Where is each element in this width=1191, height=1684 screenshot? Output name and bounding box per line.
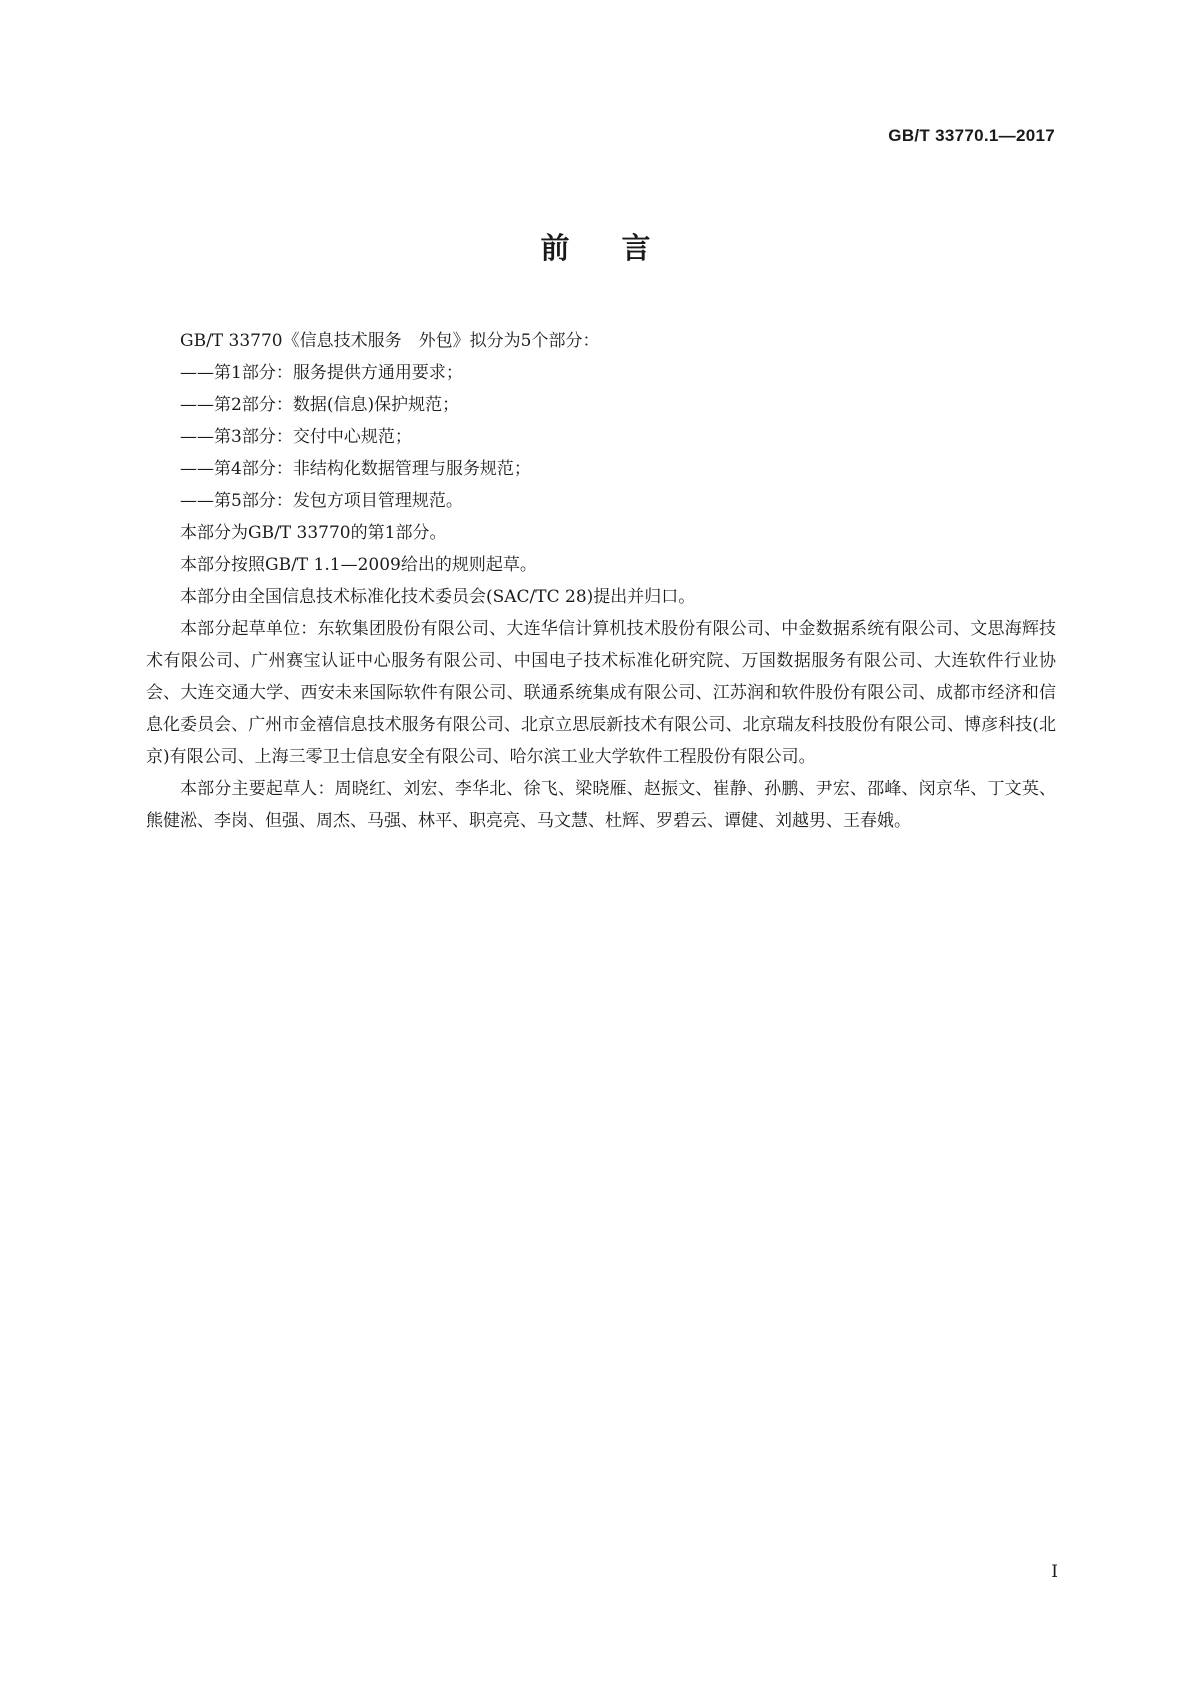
paragraph-drafting-rules: 本部分按照GB/T 1.1—2009给出的规则起草。 <box>180 555 537 575</box>
list-item-part-1: ——第1部分：服务提供方通用要求； <box>180 363 463 383</box>
list-item-part-4: ——第4部分：非结构化数据管理与服务规范； <box>180 459 531 479</box>
foreword-body <box>146 325 1056 837</box>
standard-number: GB/T 33770.1—2017 <box>888 126 1055 145</box>
paragraph-part-statement: 本部分为GB/T 33770的第1部分。 <box>180 523 447 543</box>
list-item-part-3: ——第3部分：交付中心规范； <box>180 427 412 447</box>
list-item-part-2: ——第2部分：数据(信息)保护规范； <box>180 395 460 415</box>
paragraph-proposer: 本部分由全国信息技术标准化技术委员会(SAC/TC 28)提出并归口。 <box>180 587 696 607</box>
page-number: I <box>1051 1562 1058 1582</box>
page-title: 前言 <box>540 231 703 265</box>
paragraph-drafting-units: 本部分起草单位：东软集团股份有限公司、大连华信计算机技术股份有限公司、中金数据系统有限公司、文思海辉技术有限公司、广州赛宝认证中心服务有限公司、中国电子技术标准化研究院、万国数据服务有限公司、大连软件行业协会、大连交通大学、西安未来国际软件有限公司、联通系统集成有限公司、江苏润和软件股份有限公司、成都市经济和信息化委员会、广州市金禧信息技术服务有限公司、北京立思辰新技术有限公司、北京瑞友科技股份有限公司、博彦科技(北京)有限公司、上海三零卫士信息安全有限公司、哈尔滨工业大学软件工程股份有限公司。 <box>146 619 1056 767</box>
intro-paragraph: GB/T 33770《信息技术服务 外包》拟分为5个部分： <box>180 331 600 351</box>
paragraph-drafters: 本部分主要起草人：周晓红、刘宏、李华北、徐飞、梁晓雁、赵振文、崔静、孙鹏、尹宏、邵峰、闵京华、丁文英、熊健淞、李岗、但强、周杰、马强、林平、职亮亮、马文慧、杜辉、罗碧云、谭健、刘越男、王春娥。 <box>146 779 1056 831</box>
list-item-part-5: ——第5部分：发包方项目管理规范。 <box>180 491 463 511</box>
